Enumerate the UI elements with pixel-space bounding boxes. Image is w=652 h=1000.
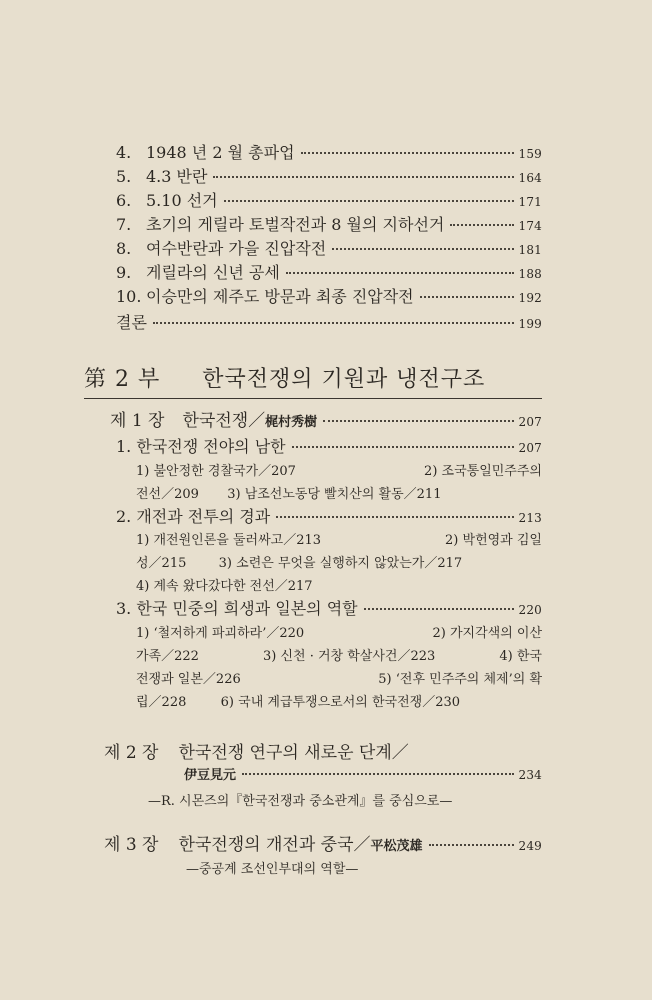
toc-number: 10. xyxy=(116,287,142,306)
leader-dots xyxy=(364,608,515,610)
toc-entry[interactable] xyxy=(116,284,542,307)
subsection-item[interactable]: 전쟁과 일본／226 xyxy=(136,672,241,687)
toc-page-number: 192 xyxy=(518,291,542,305)
subsection-item[interactable]: 6) 국내 계급투쟁으로서의 한국전쟁／230 xyxy=(220,695,461,710)
toc-page-number: 164 xyxy=(518,171,542,185)
toc-title: 게릴라의 신년 공세 xyxy=(146,263,280,282)
toc-page-number: 188 xyxy=(518,267,542,281)
leader-dots xyxy=(153,322,515,324)
subsection-item[interactable]: 3) 신천 · 거창 학살사건／223 xyxy=(263,649,436,664)
chapter-page-number: 207 xyxy=(518,415,542,429)
leader-dots xyxy=(420,296,515,298)
section-entry[interactable] xyxy=(116,434,542,457)
subsection-line xyxy=(136,575,542,594)
subsection-item[interactable]: 2) 가지각색의 이산 xyxy=(432,626,542,641)
leader-dots xyxy=(429,844,515,846)
section-title: 3. 한국 민중의 희생과 일본의 역할 xyxy=(116,599,358,618)
subsection-item[interactable]: 4) 한국 xyxy=(499,649,542,664)
subsection-line xyxy=(136,668,542,687)
toc-title: 이승만의 제주도 방문과 최종 진압작전 xyxy=(146,287,414,306)
toc-title: 1948 년 2 월 총파업 xyxy=(146,143,295,162)
subsection-line xyxy=(136,645,542,664)
subsection-item[interactable]: 립／228 xyxy=(136,695,187,710)
subsection-item[interactable]: 2) 박헌영과 김일 xyxy=(445,533,542,548)
subsection-line xyxy=(136,529,542,548)
leader-dots xyxy=(224,200,515,202)
chapter-author-line[interactable] xyxy=(184,764,542,783)
subsection-item[interactable]: 1) 개전원인론을 둘러싸고／213 xyxy=(136,533,322,548)
toc-number: 7. xyxy=(116,215,132,234)
chapter-title: 한국전쟁의 개전과 중국／ xyxy=(178,835,371,855)
part-label: 第 2 부 xyxy=(84,367,161,392)
subsection-item[interactable]: 1) ‘철저하게 파괴하라’／220 xyxy=(136,626,305,641)
leader-dots xyxy=(276,516,514,518)
chapter-author: 梶村秀樹 xyxy=(265,415,318,430)
part-title: 한국전쟁의 기원과 냉전구조 xyxy=(202,367,486,392)
chapter-title: 한국전쟁 연구의 새로운 단계／ xyxy=(178,743,409,763)
toc-title: 여수반란과 가을 진압작전 xyxy=(146,239,327,258)
leader-dots xyxy=(292,446,515,448)
chapter-subtitle: —R. 시몬즈의『한국전쟁과 중소관계』를 중심으로— xyxy=(148,794,453,809)
section-title: 2. 개전과 전투의 경과 xyxy=(116,507,271,526)
subsection-line xyxy=(136,460,542,479)
leader-dots xyxy=(213,176,514,178)
part-heading[interactable] xyxy=(84,362,542,393)
toc-title: 결론 xyxy=(116,313,147,332)
toc-title: 4.3 반란 xyxy=(146,167,208,186)
chapter-page-number: 249 xyxy=(518,839,542,853)
toc-title: 5.10 선거 xyxy=(146,191,218,210)
subsection-line xyxy=(136,691,542,710)
subsection-line xyxy=(136,483,542,502)
section-page-number: 213 xyxy=(518,511,542,525)
toc-entry[interactable] xyxy=(116,140,542,163)
subsection-item[interactable]: 3) 남조선노동당 빨치산의 활동／211 xyxy=(227,487,442,502)
section-entry[interactable] xyxy=(116,504,542,527)
subsection-item[interactable]: 2) 조국통일민주주의 xyxy=(424,464,542,479)
toc-number: 4. xyxy=(116,143,132,162)
subsection-item[interactable]: 성／215 xyxy=(136,556,187,571)
toc-entry[interactable] xyxy=(116,164,542,187)
chapter-author: 平松茂雄 xyxy=(370,839,423,854)
leader-dots xyxy=(323,420,514,422)
section-title: 1. 한국전쟁 전야의 남한 xyxy=(116,437,286,456)
toc-page-number: 159 xyxy=(518,147,542,161)
toc-entry[interactable] xyxy=(116,236,542,259)
chapter-label: 제 3 장 xyxy=(104,835,159,855)
subsection-item[interactable]: 3) 소련은 무엇을 실행하지 않았는가／217 xyxy=(218,556,463,571)
subsection-item[interactable]: 1) 불안정한 경찰국가／207 xyxy=(136,464,296,479)
toc-page-number: 199 xyxy=(518,317,542,331)
subsection-line xyxy=(136,622,542,641)
chapter-label: 제 1 장 xyxy=(110,411,165,431)
toc-number: 6. xyxy=(116,191,132,210)
leader-dots xyxy=(450,224,514,226)
subsection-item[interactable]: 전선／209 xyxy=(136,487,199,502)
leader-dots xyxy=(242,773,514,775)
toc-page-number: 174 xyxy=(518,219,542,233)
toc-entry[interactable] xyxy=(116,188,542,211)
toc-title: 초기의 게릴라 토벌작전과 8 월의 지하선거 xyxy=(146,215,445,234)
chapter-page-number: 234 xyxy=(518,768,542,782)
chapter-entry[interactable] xyxy=(110,406,542,431)
toc-page-number: 171 xyxy=(518,195,542,209)
section-page-number: 220 xyxy=(518,603,542,617)
subsection-item[interactable]: 5) ‘전후 민주주의 체제’의 확 xyxy=(378,672,542,687)
toc-page-number: 181 xyxy=(518,243,542,257)
section-entry[interactable] xyxy=(116,596,542,619)
chapter-entry[interactable] xyxy=(104,738,542,763)
toc-entry[interactable] xyxy=(116,310,542,333)
leader-dots xyxy=(332,248,514,250)
leader-dots xyxy=(286,272,515,274)
toc-number: 8. xyxy=(116,239,132,258)
chapter-label: 제 2 장 xyxy=(104,743,159,763)
leader-dots xyxy=(301,152,515,154)
subsection-item[interactable]: 가족／222 xyxy=(136,649,199,664)
chapter-title: 한국전쟁／ xyxy=(182,411,266,431)
subsection-line xyxy=(136,552,542,571)
chapter-subtitle: —중공계 조선인부대의 역할— xyxy=(186,862,359,877)
chapter-entry[interactable] xyxy=(104,830,542,855)
toc-number: 9. xyxy=(116,263,132,282)
part-divider xyxy=(84,398,542,399)
chapter-author: 伊豆見元 xyxy=(184,768,237,783)
subsection-item[interactable]: 4) 계속 왔다갔다한 전선／217 xyxy=(136,579,313,594)
toc-entry[interactable] xyxy=(116,260,542,283)
toc-entry[interactable] xyxy=(116,212,542,235)
section-page-number: 207 xyxy=(518,441,542,455)
toc-number: 5. xyxy=(116,167,132,186)
